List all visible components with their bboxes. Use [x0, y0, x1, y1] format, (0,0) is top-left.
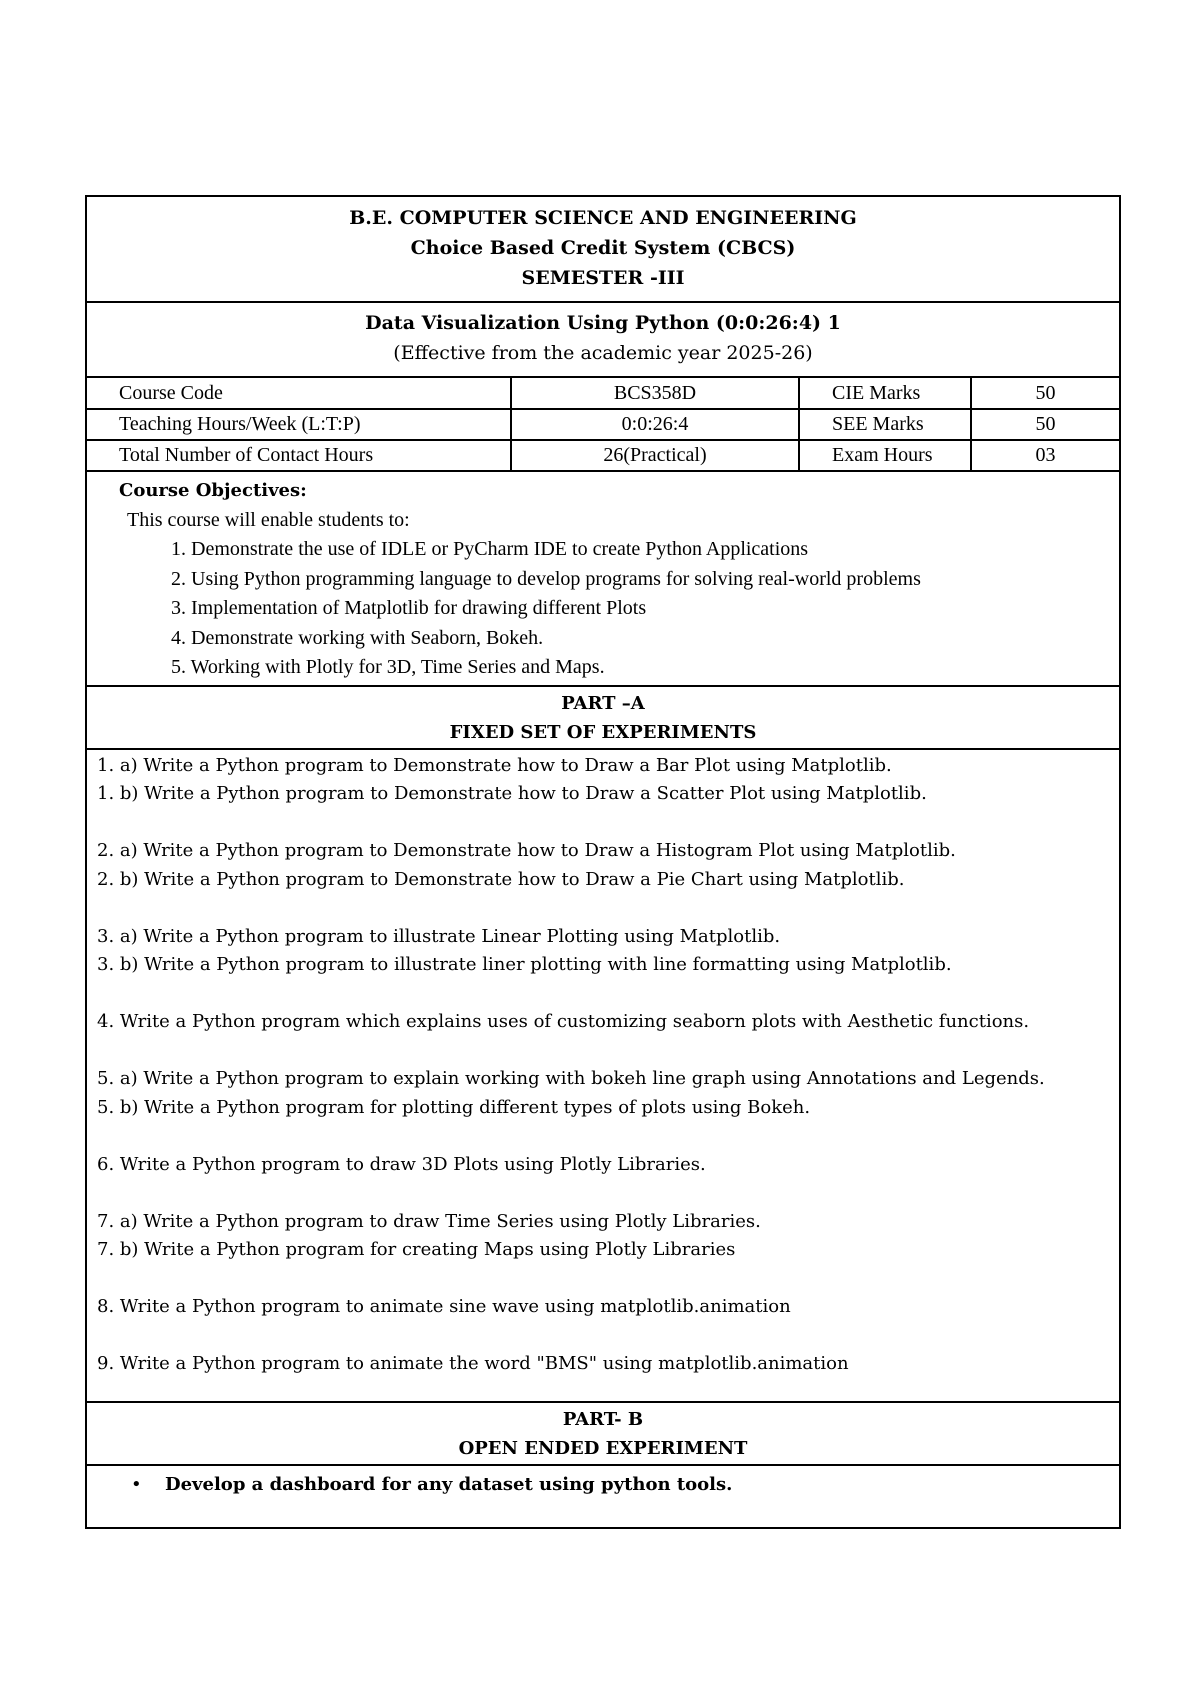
- see-marks-label: SEE Marks: [799, 409, 971, 440]
- experiment-item: 5. a) Write a Python program to explain working with bokeh line graph using Annotations and Legends.: [97, 1068, 1045, 1089]
- open-ended-list: [87, 1470, 1119, 1499]
- experiment-group-3: [97, 923, 1109, 980]
- table-row: [87, 378, 1119, 409]
- bullet-icon: •: [131, 1473, 142, 1495]
- course-title: Data Visualization Using Python (0:0:26:4) 1: [365, 312, 841, 334]
- objectives-title: Course Objectives:: [119, 480, 307, 501]
- experiment-item: 2. b) Write a Python program to Demonstrate how to Draw a Pie Chart using Matplotlib.: [97, 868, 905, 890]
- experiments-list: [87, 750, 1119, 1403]
- list-item: 5. Working with Plotly for 3D, Time Series and Maps.: [171, 656, 605, 678]
- experiment-item: 1. b) Write a Python program to Demonstrate how to Draw a Scatter Plot using Matplotlib.: [97, 783, 927, 804]
- contact-hours-value: 26(Practical): [511, 440, 799, 471]
- effective-year: (Effective from the academic year 2025-26): [393, 342, 813, 364]
- course-info-table: [87, 378, 1119, 472]
- experiment-item: 4. Write a Python program which explains uses of customizing seaborn plots with Aesthetic functions.: [97, 1011, 1030, 1032]
- program-title: B.E. COMPUTER SCIENCE AND ENGINEERING: [349, 207, 857, 229]
- part-b-subtitle: OPEN ENDED EXPERIMENT: [458, 1437, 748, 1459]
- course-title-block: [87, 303, 1119, 378]
- experiment-group-8: [97, 1293, 1109, 1322]
- exam-hours-label: Exam Hours: [799, 440, 971, 471]
- experiment-item: 7. a) Write a Python program to draw Time Series using Plotly Libraries.: [97, 1210, 761, 1232]
- list-item: [131, 1470, 1119, 1499]
- experiment-item: 3. b) Write a Python program to illustrate liner plotting with line formatting using Matplotlib.: [97, 954, 952, 975]
- experiment-item: 3. a) Write a Python program to illustrate Linear Plotting using Matplotlib.: [97, 925, 781, 947]
- open-ended-item: Develop a dashboard for any dataset using python tools.: [165, 1473, 733, 1495]
- experiment-group-4: [97, 1008, 1109, 1037]
- experiment-group-6: [97, 1151, 1109, 1180]
- see-marks-value: 50: [971, 409, 1119, 440]
- objectives-intro: This course will enable students to:: [127, 508, 410, 531]
- part-a-heading: [87, 687, 1119, 750]
- experiment-group-5: [97, 1065, 1109, 1122]
- part-a-title: PART –A: [561, 692, 645, 714]
- experiment-item: 8. Write a Python program to animate sine wave using matplotlib.animation: [97, 1296, 791, 1317]
- part-a-subtitle: FIXED SET OF EXPERIMENTS: [449, 721, 757, 743]
- open-ended-section: [87, 1466, 1119, 1527]
- experiment-group-7: [97, 1208, 1109, 1265]
- program-header: [87, 197, 1119, 303]
- contact-hours-label: Total Number of Contact Hours: [87, 440, 511, 471]
- list-item: 1. Demonstrate the use of IDLE or PyCharm IDE to create Python Applications: [171, 538, 809, 560]
- list-item: 4. Demonstrate working with Seaborn, Bokeh.: [171, 626, 544, 649]
- experiment-item: 9. Write a Python program to animate the word "BMS" using matplotlib.animation: [97, 1353, 849, 1374]
- part-b-heading: [87, 1403, 1119, 1466]
- experiment-group-2: [97, 837, 1109, 894]
- course-objectives: [87, 472, 1119, 687]
- credit-system: Choice Based Credit System (CBCS): [410, 237, 796, 259]
- exam-hours-value: 03: [971, 440, 1119, 471]
- syllabus-document: [85, 195, 1121, 1529]
- experiment-group-9: [97, 1350, 1109, 1379]
- course-code-label: Course Code: [119, 381, 223, 404]
- course-code-value: BCS358D: [511, 378, 799, 409]
- teaching-hours-value: 0:0:26:4: [511, 409, 799, 440]
- cie-marks-label: CIE Marks: [799, 378, 971, 409]
- table-row: [87, 440, 1119, 471]
- semester-label: SEMESTER -III: [521, 267, 685, 289]
- list-item: 3. Implementation of Matplotlib for drawing different Plots: [171, 597, 647, 619]
- cie-marks-value: 50: [971, 378, 1119, 409]
- table-row: [87, 409, 1119, 440]
- experiment-item: 1. a) Write a Python program to Demonstrate how to Draw a Bar Plot using Matplotlib.: [97, 754, 892, 776]
- teaching-hours-label: Teaching Hours/Week (L:T:P): [87, 409, 511, 440]
- experiment-item: 5. b) Write a Python program for plotting different types of plots using Bokeh.: [97, 1096, 811, 1118]
- experiment-item: 7. b) Write a Python program for creating Maps using Plotly Libraries: [97, 1239, 736, 1260]
- experiment-item: 2. a) Write a Python program to Demonstrate how to Draw a Histogram Plot using Matplotlib.: [97, 840, 956, 861]
- part-b-title: PART- B: [562, 1408, 644, 1430]
- experiment-group-1: [97, 752, 1109, 809]
- objectives-list: [87, 535, 1119, 683]
- list-item: 2. Using Python programming language to develop programs for solving real-world problems: [171, 567, 921, 590]
- experiment-item: 6. Write a Python program to draw 3D Plots using Plotly Libraries.: [97, 1153, 706, 1175]
